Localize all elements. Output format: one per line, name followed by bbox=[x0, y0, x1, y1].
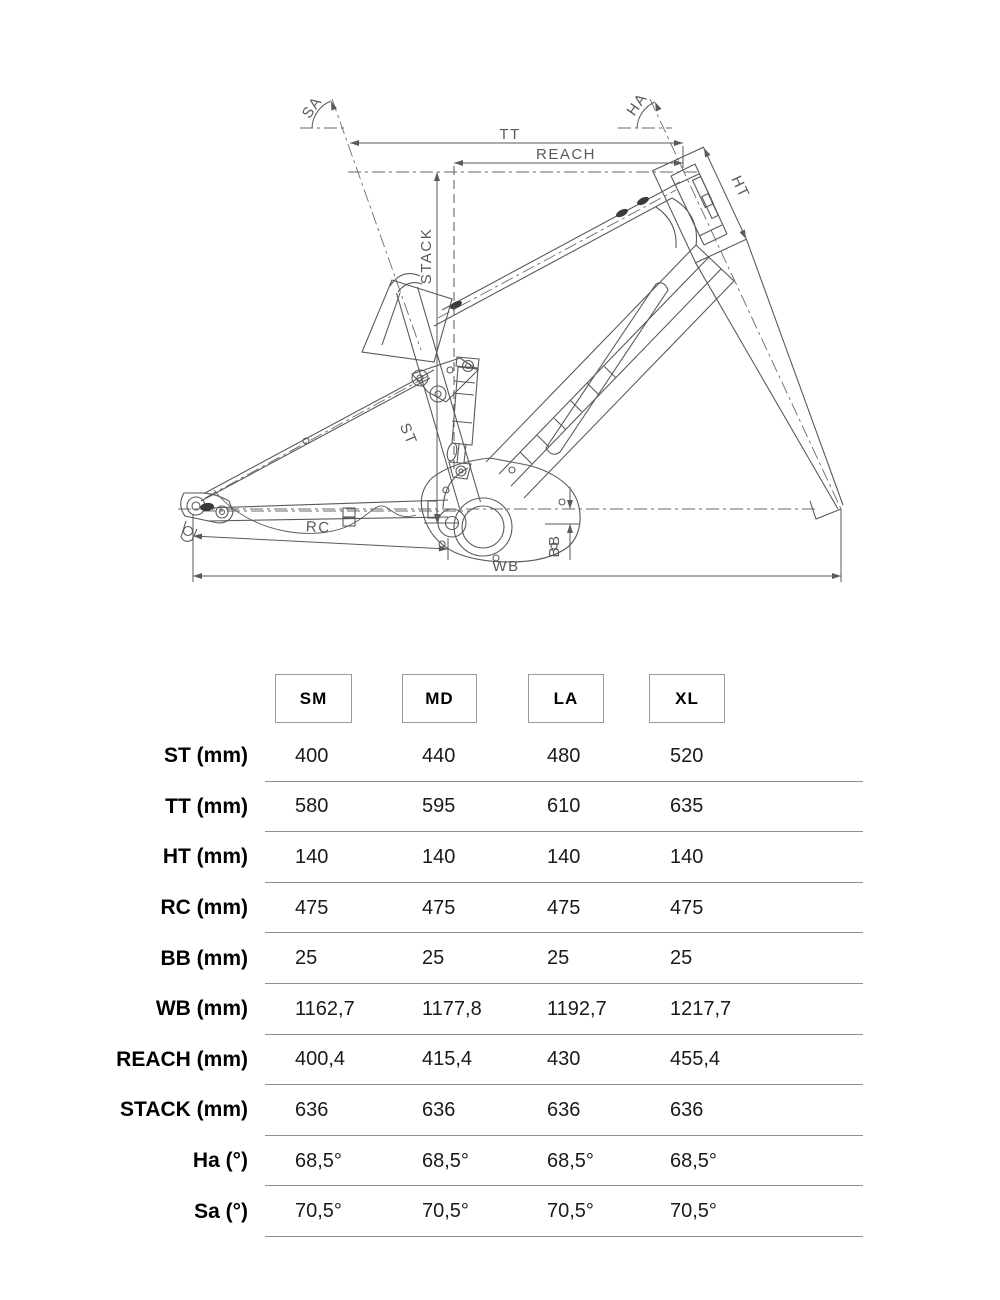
cell-la: 430 bbox=[547, 1048, 581, 1071]
seat-axis-line bbox=[332, 99, 421, 350]
table-row-sa bbox=[0, 1186, 1000, 1237]
row-label: HT (mm) bbox=[162, 845, 248, 869]
label-ht: HT bbox=[727, 173, 753, 202]
seattube-slot bbox=[446, 442, 459, 461]
row-label: Ha (°) bbox=[192, 1149, 248, 1173]
cell-sm: 25 bbox=[295, 947, 318, 970]
cell-sm: 68,5° bbox=[295, 1149, 342, 1172]
cell-xl: 68,5° bbox=[670, 1149, 717, 1172]
cell-la: 480 bbox=[547, 744, 581, 767]
front-axle-notch bbox=[810, 501, 841, 519]
chainring-outer bbox=[454, 498, 512, 556]
fork-lines bbox=[696, 239, 843, 509]
row-label: REACH (mm) bbox=[116, 1047, 248, 1071]
cell-xl: 70,5° bbox=[670, 1200, 717, 1223]
centerlines bbox=[178, 99, 841, 511]
row-label: Sa (°) bbox=[194, 1199, 248, 1223]
cell-la: 636 bbox=[547, 1098, 581, 1121]
cell-md: 595 bbox=[422, 795, 456, 818]
geometry-table bbox=[0, 674, 1000, 1237]
table-row-rc bbox=[0, 883, 1000, 934]
motor-inner-contour bbox=[443, 468, 468, 508]
cell-la: 140 bbox=[547, 845, 581, 868]
label-stack: STACK bbox=[418, 227, 435, 285]
cell-md: 25 bbox=[422, 947, 445, 970]
cell-xl: 635 bbox=[670, 795, 704, 818]
link-bolt bbox=[447, 367, 453, 373]
cell-xl: 140 bbox=[670, 845, 704, 868]
label-st: ST bbox=[395, 420, 421, 448]
tt-arrow-right bbox=[674, 140, 683, 146]
cell-la: 475 bbox=[547, 896, 581, 919]
bb-arrow-down bbox=[567, 500, 573, 509]
cell-la: 68,5° bbox=[547, 1149, 594, 1172]
table-row-wb bbox=[0, 984, 1000, 1035]
table-row-st bbox=[0, 731, 1000, 782]
label-ha: HA bbox=[623, 89, 652, 120]
steering-axis-line bbox=[650, 99, 841, 509]
size-header-sm: SM bbox=[275, 674, 352, 723]
ht-arrow-bottom bbox=[740, 230, 747, 240]
cell-md: 70,5° bbox=[422, 1200, 469, 1223]
motor-bolt bbox=[559, 499, 565, 505]
cell-md: 68,5° bbox=[422, 1149, 469, 1172]
shock-bottom-eyelet bbox=[456, 466, 466, 476]
stem-clamp bbox=[693, 177, 714, 208]
shock-body bbox=[452, 367, 478, 445]
label-wb: WB bbox=[492, 558, 520, 575]
cell-sm: 400 bbox=[295, 744, 329, 767]
cell-md: 415,4 bbox=[422, 1048, 473, 1071]
row-label: RC (mm) bbox=[160, 896, 248, 920]
reach-arrow-left bbox=[454, 160, 463, 166]
table-row-reach bbox=[0, 1035, 1000, 1086]
wb-arrow-right bbox=[832, 573, 841, 579]
ha-arc-arrow bbox=[655, 102, 662, 112]
headtube-junction-gusset bbox=[656, 198, 697, 248]
cell-xl: 455,4 bbox=[670, 1048, 721, 1071]
frame-drawing bbox=[181, 147, 843, 562]
cell-sm: 140 bbox=[295, 845, 329, 868]
cell-xl: 1217,7 bbox=[670, 997, 732, 1020]
chainring-inner bbox=[462, 506, 504, 548]
cell-md: 440 bbox=[422, 744, 456, 767]
label-tt: TT bbox=[499, 126, 521, 143]
cell-sm: 636 bbox=[295, 1098, 329, 1121]
table-row-stack bbox=[0, 1085, 1000, 1136]
size-header-md: MD bbox=[402, 674, 477, 723]
cell-sm: 400,4 bbox=[295, 1048, 346, 1071]
label-sa: SA bbox=[298, 93, 326, 122]
size-header-row bbox=[0, 674, 1000, 723]
cell-md: 475 bbox=[422, 896, 456, 919]
cell-sm: 580 bbox=[295, 795, 329, 818]
cell-xl: 636 bbox=[670, 1098, 704, 1121]
reach-arrow-right bbox=[674, 160, 683, 166]
row-label: ST (mm) bbox=[164, 744, 248, 768]
table-row-tt bbox=[0, 782, 1000, 833]
cell-md: 636 bbox=[422, 1098, 456, 1121]
head-tube bbox=[671, 164, 727, 245]
motor-bolt bbox=[509, 467, 515, 473]
cell-md: 140 bbox=[422, 845, 456, 868]
table-row-ha bbox=[0, 1136, 1000, 1187]
dropout-shade bbox=[200, 502, 215, 512]
cell-la: 1192,7 bbox=[547, 997, 607, 1020]
seat-tower-inner-line bbox=[382, 293, 400, 345]
stack-arrow-top bbox=[434, 172, 440, 181]
dropout-pivot-bolt bbox=[220, 510, 225, 515]
cell-la: 610 bbox=[547, 795, 581, 818]
label-bb: BB bbox=[546, 534, 563, 558]
sa-arc-arrow bbox=[331, 101, 337, 111]
cell-sm: 70,5° bbox=[295, 1200, 342, 1223]
tt-arrow-left bbox=[350, 140, 359, 146]
cell-xl: 475 bbox=[670, 896, 704, 919]
wb-arrow-left bbox=[193, 573, 202, 579]
table-row-ht bbox=[0, 832, 1000, 883]
seat-tower bbox=[362, 280, 452, 362]
cable-port bbox=[615, 207, 629, 219]
row-label: STACK (mm) bbox=[120, 1098, 248, 1122]
cell-sm: 1162,7 bbox=[295, 997, 355, 1020]
cell-md: 1177,8 bbox=[422, 997, 482, 1020]
ht-arrow-top bbox=[704, 148, 711, 158]
cell-la: 70,5° bbox=[547, 1200, 594, 1223]
seattube-pivot-bolt bbox=[435, 391, 441, 397]
headtube-dim-box bbox=[653, 147, 747, 263]
size-header-xl: XL bbox=[649, 674, 725, 723]
hanger-bolt bbox=[184, 527, 193, 536]
row-label: TT (mm) bbox=[165, 794, 248, 818]
cell-xl: 25 bbox=[670, 947, 693, 970]
toptube-centerline bbox=[438, 190, 676, 318]
label-rc: RC bbox=[305, 518, 331, 537]
cell-la: 25 bbox=[547, 947, 570, 970]
cell-sm: 475 bbox=[295, 896, 329, 919]
table-row-bb bbox=[0, 933, 1000, 984]
geometry-rows bbox=[0, 731, 1000, 1237]
rc-dim-line bbox=[193, 536, 448, 549]
label-reach: REACH bbox=[535, 146, 597, 163]
bb-arrow-up bbox=[567, 524, 573, 533]
seatstay-centerline bbox=[205, 376, 428, 498]
chain-stay bbox=[207, 500, 448, 521]
size-header-la: LA bbox=[528, 674, 604, 723]
cell-xl: 520 bbox=[670, 744, 704, 767]
row-label: WB (mm) bbox=[155, 997, 248, 1021]
row-label: BB (mm) bbox=[160, 946, 248, 970]
